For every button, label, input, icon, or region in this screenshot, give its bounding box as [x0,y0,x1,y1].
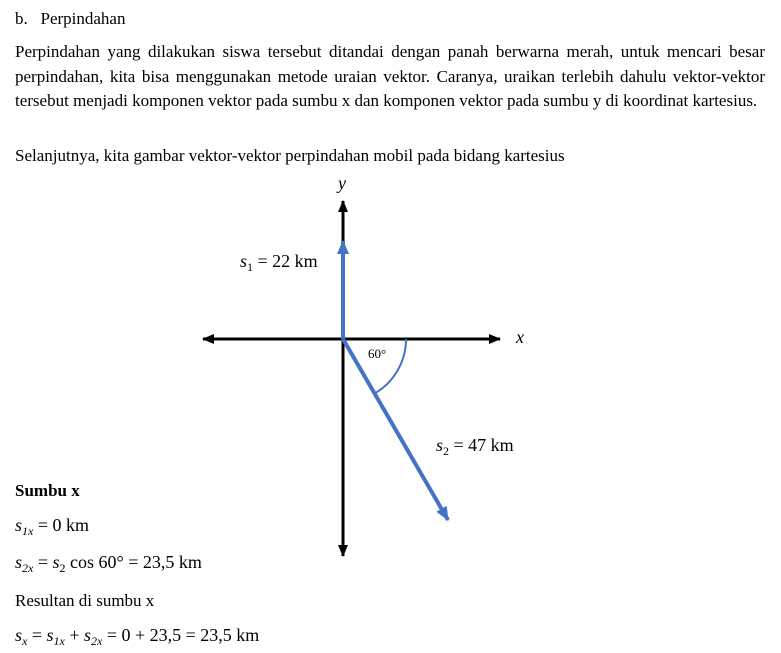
equation-s2x: $s_{2x} = s_2$ cos 60° = 23,5 km [15,552,202,575]
equation-sx: $s_x = s_{1x} + s_{2x} = 0 + 23,5 = 23,5$ km [15,625,260,648]
section-title: Perpindahan [40,9,126,28]
equation-s1x: $s_{1x} = 0$ km [15,515,89,538]
angle-label: 60° [368,346,387,361]
vector-s1-label: $s_1 = 22$ km [240,251,318,274]
paragraph-cartesius: Selanjutnya, kita gambar vektor-vektor perpindahan mobil pada bidang kartesius [15,146,565,165]
vector-s2-arrow [343,339,448,520]
resultant-label: Resultan di sumbu x [15,591,155,610]
sumbu-x-heading: Sumbu x [15,481,80,500]
vector-s2-label: $s_2 = 47$ km [436,435,514,458]
y-axis-label: y [338,173,346,193]
x-axis-label: x [516,327,524,347]
section-marker: b. [15,9,28,28]
paragraph-intro: Perpindahan yang dilakukan siswa tersebut ditandai dengan panah berwarna merah, untuk mencari besar perpindahan, kita bisa menggunakan metode uraian vektor. Caranya, uraikan terlebih dahulu vektor-vektor tersebut menjadi komponen vektor pada sumbu x dan komponen vektor pada sumbu y di koordinat kartesius. [15,42,765,110]
